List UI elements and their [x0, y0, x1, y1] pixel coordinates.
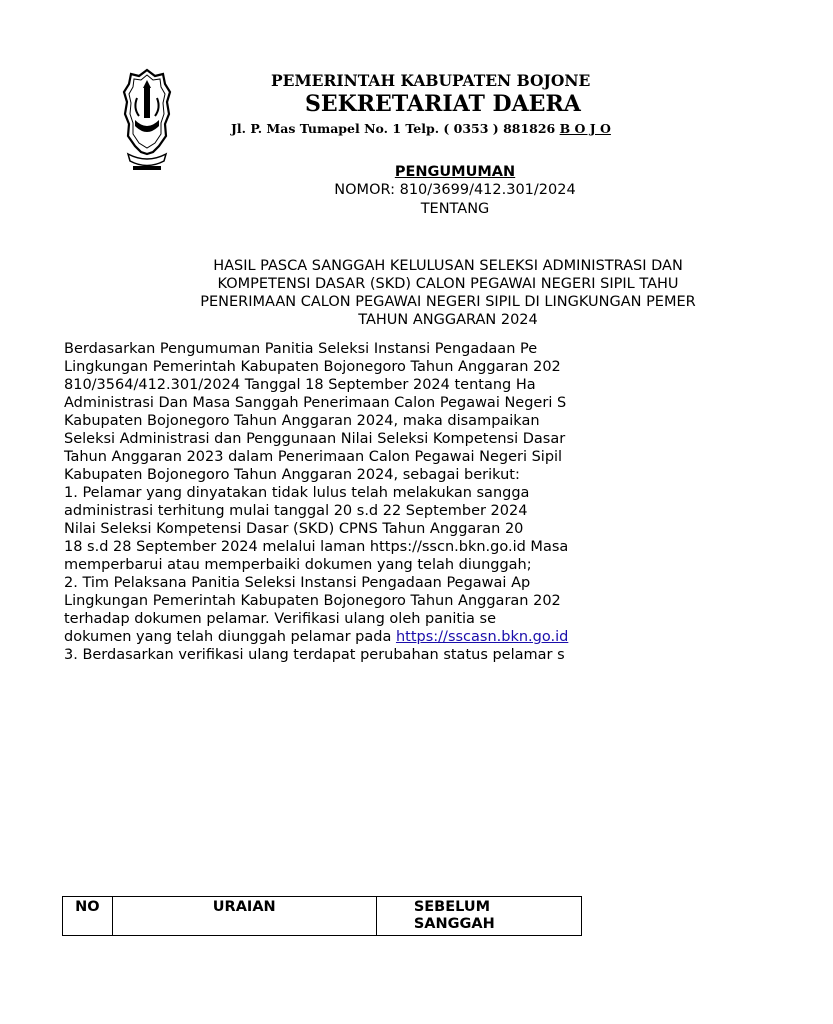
subject-line: PENERIMAAN CALON PEGAWAI NEGERI SIPIL DI LINGKUNGAN PEMER: [200, 294, 696, 310]
government-name: PEMERINTAH KABUPATEN BOJONE: [271, 71, 591, 90]
body-line: Lingkungan Pemerintah Kabupaten Bojonegoro Tahun Anggaran 202: [64, 359, 561, 375]
body-line: 1. Pelamar yang dinyatakan tidak lulus telah melakukan sangga: [64, 485, 530, 501]
address-text: Jl. P. Mas Tumapel No. 1 Telp. ( 0353 ) 881826: [231, 121, 560, 136]
announcement-title: PENGUMUMAN: [394, 164, 516, 180]
subject-line: KOMPETENSI DASAR (SKD) CALON PEGAWAI NEGERI SIPIL TAHU: [217, 276, 679, 292]
body-line: Administrasi Dan Masa Sanggah Penerimaan Calon Pegawai Negeri S: [64, 395, 567, 411]
results-table: [62, 896, 582, 936]
body-line: 810/3564/412.301/2024 Tanggal 18 September 2024 tentang Ha: [64, 377, 536, 393]
body-line: Kabupaten Bojonegoro Tahun Anggaran 2024, sebagai berikut:: [64, 467, 520, 483]
body-line: 3. Berdasarkan verifikasi ulang terdapat perubahan status pelamar s: [64, 647, 565, 663]
announcement-number: NOMOR: 810/3699/412.301/2024: [334, 182, 576, 198]
body-line-with-link: [64, 628, 568, 646]
body-line: administrasi terhitung mulai tanggal 20 s.d 22 September 2024: [64, 503, 528, 519]
body-line: 2. Tim Pelaksana Panitia Seleksi Instansi Pengadaan Pegawai Ap: [64, 575, 531, 591]
body-line: terhadap dokumen pelamar. Verifikasi ulang oleh panitia se: [64, 611, 497, 627]
body-line: memperbarui atau memperbaiki dokumen yang telah diunggah;: [64, 557, 532, 573]
body-line: Lingkungan Pemerintah Kabupaten Bojonegoro Tahun Anggaran 202: [64, 593, 561, 609]
subject-line: HASIL PASCA SANGGAH KELULUSAN SELEKSI ADMINISTRASI DAN: [213, 258, 683, 274]
body-line: Berdasarkan Pengumuman Panitia Seleksi Instansi Pengadaan Pe: [64, 341, 538, 357]
column-header-no: NO: [63, 897, 113, 936]
body-line: Nilai Seleksi Kompetensi Dasar (SKD) CPNS Tahun Anggaran 20: [64, 521, 524, 537]
office-address: [231, 121, 611, 136]
body-line: 18 s.d 28 September 2024 melalui laman https://sscn.bkn.go.id Masa: [64, 539, 569, 555]
sscasn-link[interactable]: https://sscasn.bkn.go.id: [395, 629, 569, 645]
body-line: Seleksi Administrasi dan Penggunaan Nilai Seleksi Kompetensi Dasar: [64, 431, 566, 447]
body-text: dokumen yang telah diunggah pelamar pada: [64, 629, 396, 645]
secretariat-name: SEKRETARIAT DAERA: [305, 91, 581, 117]
body-line: Tahun Anggaran 2023 dalam Penerimaan Calon Pegawai Negeri Sipil: [64, 449, 563, 465]
column-header-sebelum-sanggah: SEBELUM SANGGAH: [376, 897, 581, 936]
column-header-uraian: URAIAN: [112, 897, 376, 936]
city-name: B O J O: [559, 121, 611, 136]
bojonegoro-coat-of-arms-icon: [123, 68, 171, 172]
table-header-row: [63, 897, 582, 936]
body-line: Kabupaten Bojonegoro Tahun Anggaran 2024, maka disampaikan: [64, 413, 540, 429]
subject-line: TAHUN ANGGARAN 2024: [358, 312, 538, 328]
announcement-about: TENTANG: [420, 201, 490, 217]
